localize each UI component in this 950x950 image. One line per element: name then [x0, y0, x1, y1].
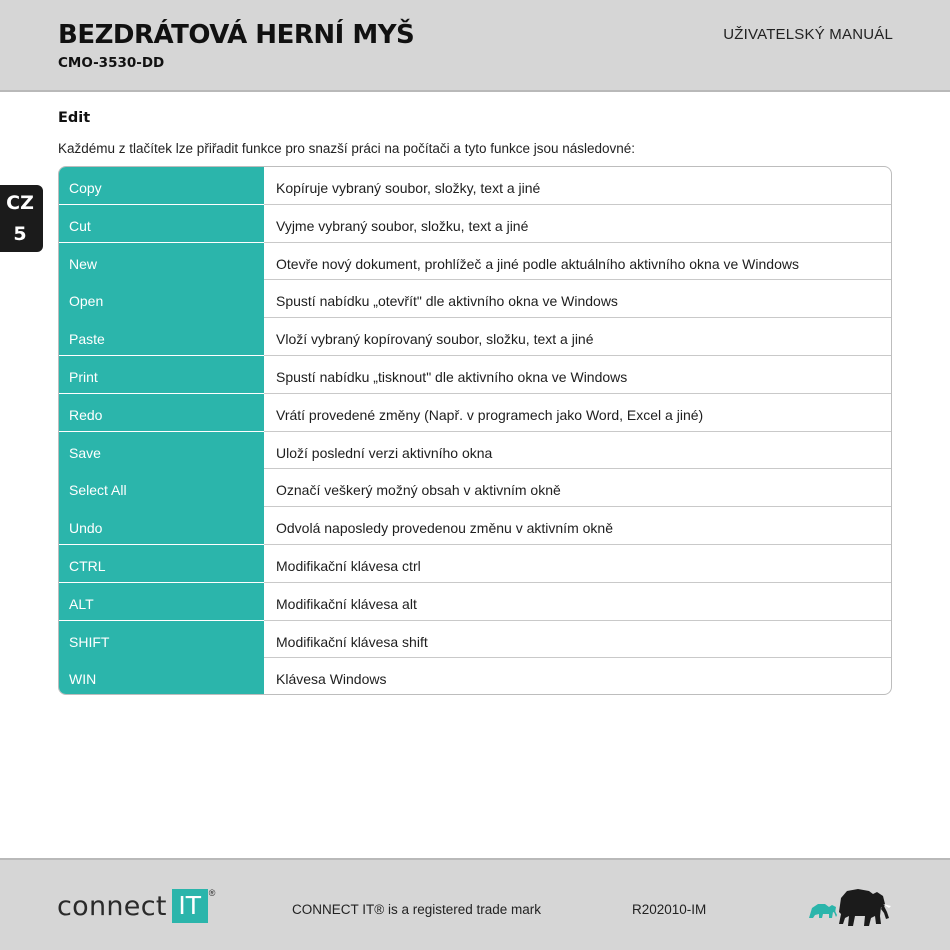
table-row — [59, 205, 891, 243]
table-row — [59, 583, 891, 621]
function-description: Klávesa Windows — [276, 671, 387, 688]
logo-it-box: IT — [172, 889, 208, 923]
table-row — [59, 658, 891, 695]
function-name: Save — [59, 432, 264, 470]
table-row — [59, 621, 891, 659]
page-number: 5 — [13, 223, 27, 245]
trademark-notice: CONNECT IT® is a registered trade mark — [292, 902, 542, 917]
function-description: Vyjme vybraný soubor, složku, text a jiné — [276, 217, 529, 234]
document-type: UŽIVATELSKÝ MANUÁL — [723, 26, 893, 43]
function-name: Select All — [59, 469, 264, 507]
section-intro: Každému z tlačítek lze přiřadit funkce pro snazší práci na počítači a tyto funkce jsou následovné: — [58, 141, 636, 156]
function-description: Modifikační klávesa ctrl — [276, 557, 421, 574]
function-description: Spustí nabídku „tisknout" dle aktivního okna ve Windows — [276, 368, 628, 385]
function-name: SHIFT — [59, 621, 264, 659]
function-description: Označí veškerý možný obsah v aktivním okně — [276, 482, 561, 499]
table-row — [59, 507, 891, 545]
model-number: CMO-3530-DD — [58, 55, 165, 71]
table-row — [59, 545, 891, 583]
table-row — [59, 318, 891, 356]
function-name: Undo — [59, 507, 264, 545]
table-row — [59, 356, 891, 394]
function-description: Modifikační klávesa shift — [276, 633, 428, 650]
function-description: Vloží vybraný kopírovaný soubor, složku, text a jiné — [276, 331, 594, 348]
function-name: Paste — [59, 318, 264, 356]
document-code: R202010-IM — [632, 902, 707, 917]
elephant-icon — [803, 882, 895, 928]
function-name: WIN — [59, 658, 264, 695]
function-name: Redo — [59, 394, 264, 432]
table-row — [59, 167, 891, 205]
logo-registered-mark: ® — [208, 888, 216, 898]
function-description: Uloží poslední verzi aktivního okna — [276, 444, 493, 461]
function-table — [58, 166, 892, 695]
function-name: Copy — [59, 167, 264, 205]
page-header — [0, 0, 950, 92]
table-row — [59, 280, 891, 318]
function-description: Odvolá naposledy provedenou změnu v aktivním okně — [276, 520, 613, 537]
function-name: New — [59, 243, 264, 281]
function-description: Kopíruje vybraný soubor, složky, text a jiné — [276, 180, 541, 196]
language-code: CZ — [6, 192, 34, 214]
function-description: Otevře nový dokument, prohlížeč a jiné podle aktuálního aktivního okna ve Windows — [276, 255, 799, 272]
function-name: CTRL — [59, 545, 264, 583]
product-title: BEZDRÁTOVÁ HERNÍ MYŠ — [58, 20, 415, 50]
function-description: Modifikační klávesa alt — [276, 595, 417, 612]
function-description: Spustí nabídku „otevřít" dle aktivního okna ve Windows — [276, 293, 618, 310]
table-row — [59, 243, 891, 281]
language-page-tab — [0, 185, 43, 252]
connect-it-logo — [57, 888, 215, 924]
section-title: Edit — [58, 110, 91, 126]
function-name: ALT — [59, 583, 264, 621]
function-name: Print — [59, 356, 264, 394]
page-footer — [0, 858, 950, 950]
function-name: Cut — [59, 205, 264, 243]
logo-wordmark: connect — [57, 890, 167, 922]
function-name: Open — [59, 280, 264, 318]
table-row — [59, 432, 891, 470]
function-description: Vrátí provedené změny (Např. v programech jako Word, Excel a jiné) — [276, 406, 704, 423]
table-row — [59, 394, 891, 432]
table-row — [59, 469, 891, 507]
